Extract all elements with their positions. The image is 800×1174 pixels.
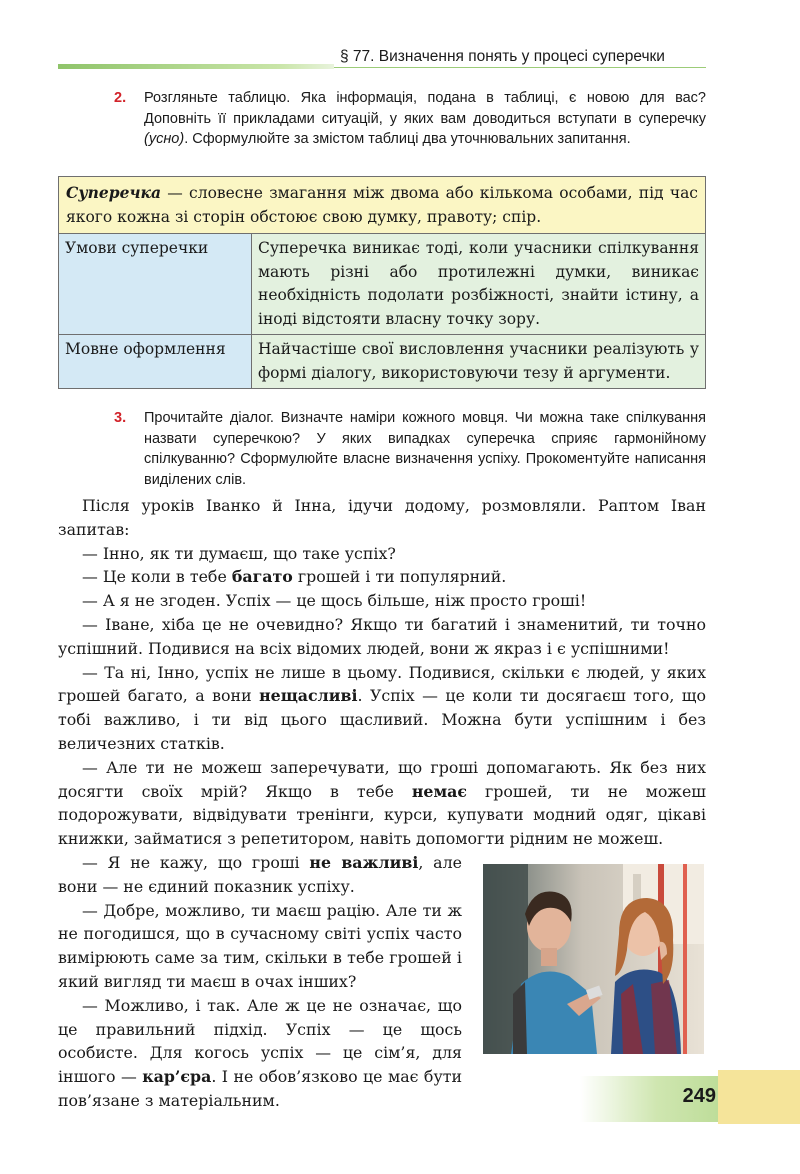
task-text: Прочитайте діалог. Визначте наміри кожного мовця. Чи можна таке спілкування назвати суперечкою? У яких випадках суперечка сприяє гармонійному спілкуванню? Сформулюйте власне визначення успіху. Прокоментуйте написання виділених слів. xyxy=(144,410,706,488)
task-number: 3. xyxy=(114,410,127,426)
term: Суперечка xyxy=(66,183,162,202)
task-text: Розгляньте таблицю. Яка інформація, подана в таблиці, є новою для вас? Доповніть її прикладами ситуацій, у яких вам доводиться вступати в суперечку (усно). Сформулюйте за змістом таблиці два уточнювальних запитання. xyxy=(144,90,706,147)
dialogue-line: — Але ти не можеш заперечувати, що гроші допомагають. Як без них досягти своїх мрій? Якщо в тебе немає грошей, ти не можеш подорожувати, відвідувати тренінги, курси, купувати модний одяг, цікаві книжки, займатися з репетитором, навіть допомогти рідним не можеш. xyxy=(58,757,706,849)
dialogue-line: — Та ні, Інно, успіх не лише в цьому. Подивися, скільки є людей, у яких грошей багато, а вони нещасливі. Успіх — це коли ти досягаєш того, що тобі важливо, і ти від цього щасливий. Можна бути успішним і без величезних статків. xyxy=(58,662,706,753)
dialogue-line: — Інно, як ти думаєш, що таке успіх? xyxy=(82,543,396,563)
definition-table xyxy=(58,176,706,389)
students-photo-svg xyxy=(483,864,704,1054)
dialogue-line: — Це коли в тебе багато грошей і ти популярний. xyxy=(82,567,507,587)
row-text: Суперечка виникає тоді, коли учасники спілкування мають різні або протилежні думки, виникає необхідність подолати розбіжності, знайти істину, а іноді відстояти власну точку зору. xyxy=(252,234,706,335)
page-corner-tab xyxy=(718,1070,800,1124)
section-title: § 77. Визначення понять у процесі суперечки xyxy=(340,48,665,65)
students-photo xyxy=(483,864,704,1054)
definition-cell: Суперечка — словесне змагання між двома або кількома особами, під час якого кожна зі сторін обстоює свою думку, правоту; спір. xyxy=(59,177,706,234)
dialogue-intro: Після уроків Іванко й Інна, ідучи додому, розмовляли. Раптом Іван запитав: xyxy=(58,496,706,539)
dialogue-line: — Я не кажу, що гроші не важливі, але вони — не єдиний показник успіху. xyxy=(58,852,462,896)
task-number: 2. xyxy=(114,90,127,106)
task-3 xyxy=(114,408,706,490)
row-label: Мовне оформлення xyxy=(59,335,252,389)
page-number: 249 xyxy=(682,1085,716,1107)
header-rule-thin xyxy=(334,67,706,68)
dialogue-line: — Іване, хіба це не очевидно? Якщо ти багатий і знаменитий, ти точно успішний. Подивися на всіх відомих людей, вони ж якраз і є успішними! xyxy=(58,614,706,658)
row-label: Умови суперечки xyxy=(59,234,252,335)
header-rule xyxy=(58,64,334,69)
row-text: Найчастіше свої висловлення учасники реалізують у формі діалогу, використовуючи тезу й аргументи. xyxy=(252,335,706,389)
dialogue-line: — Можливо, і так. Але ж це не означає, що це правильний підхід. Успіх — це щось особисте. Для когось успіх — це сім’я, для іншого — кар’єра. І не обов’язково це має бути пов’язане з матеріальним. xyxy=(58,995,463,1110)
dialogue-line: — Добре, можливо, ти маєш рацію. Але ти ж не погодишся, що в сучасному світі успіх часто вимірюють саме за тим, скільки в тебе грошей і який вигляд ти маєш в очах інших? xyxy=(58,900,462,991)
dialogue-line: — А я не згоден. Успіх — це щось більше, ніж просто гроші! xyxy=(82,591,587,611)
task-2 xyxy=(114,88,706,150)
